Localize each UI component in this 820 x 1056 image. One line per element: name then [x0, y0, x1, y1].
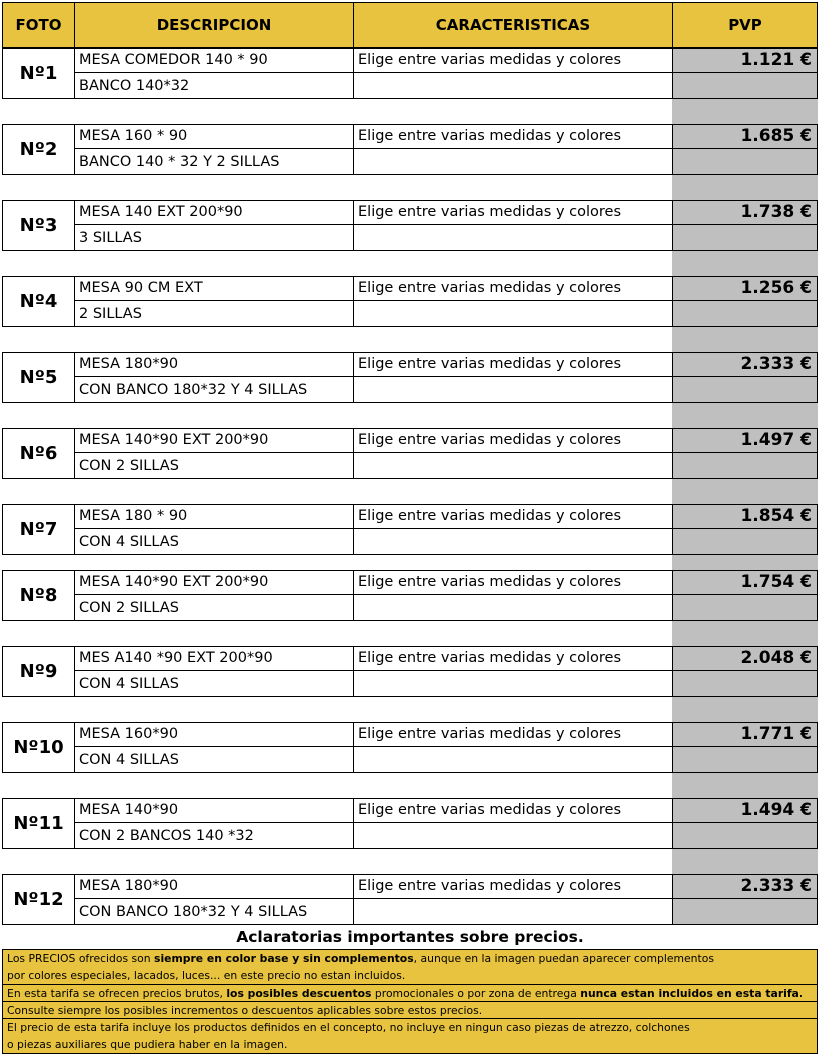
price-value: 2.048 €: [672, 646, 818, 671]
column-separator: [74, 276, 75, 327]
caracteristicas-text: Elige entre varias medidas y colores: [353, 874, 672, 899]
row-number: Nº11: [2, 798, 75, 849]
note-consulte: Consulte siempre los posibles incrementos o descuentos aplicables sobre estos precios.: [2, 1001, 818, 1019]
row-number: Nº7: [2, 504, 75, 555]
row-number: Nº4: [2, 276, 75, 327]
column-separator: [74, 352, 75, 403]
price-empty-line: [672, 149, 818, 175]
description-line-2: 3 SILLAS: [74, 225, 353, 251]
column-separator: [353, 48, 354, 99]
description-line-1: MESA 90 CM EXT: [74, 276, 353, 301]
price-value: 1.854 €: [672, 504, 818, 529]
block-top-border: [74, 570, 818, 571]
description-line-2: CON 4 SILLAS: [74, 747, 353, 773]
caracteristicas-text: Elige entre varias medidas y colores: [353, 504, 672, 529]
caracteristicas-text: Elige entre varias medidas y colores: [353, 48, 672, 73]
block-top-border: [74, 722, 818, 723]
description-line-2: BANCO 140*32: [74, 73, 353, 99]
column-separator: [74, 874, 75, 925]
caracteristicas-empty-line: [353, 453, 672, 479]
caracteristicas-empty-line: [353, 73, 672, 99]
caracteristicas-text: Elige entre varias medidas y colores: [353, 276, 672, 301]
note1-d: por colores especiales, lacados, luces... en este precio no estan incluidos.: [7, 969, 406, 982]
description-line-1: MESA 180 * 90: [74, 504, 353, 529]
price-value: 1.738 €: [672, 200, 818, 225]
column-separator: [353, 570, 354, 621]
note1-c: , aunque en la imagen puedan aparecer complementos: [413, 952, 714, 965]
column-separator: [817, 798, 818, 849]
description-line-2: CON 2 SILLAS: [74, 595, 353, 621]
column-separator: [74, 504, 75, 555]
price-value: 1.497 €: [672, 428, 818, 453]
column-separator: [353, 874, 354, 925]
caracteristicas-text: Elige entre varias medidas y colores: [353, 124, 672, 149]
caracteristicas-empty-line: [353, 823, 672, 849]
description-line-1: MESA 140*90 EXT 200*90: [74, 428, 353, 453]
caracteristicas-text: Elige entre varias medidas y colores: [353, 352, 672, 377]
column-separator: [353, 504, 354, 555]
column-separator: [74, 722, 75, 773]
block-top-border: [74, 200, 818, 201]
block-top-border: [74, 276, 818, 277]
caracteristicas-empty-line: [353, 595, 672, 621]
column-separator: [672, 124, 673, 175]
price-empty-line: [672, 899, 818, 925]
column-separator: [74, 48, 75, 99]
column-separator: [817, 646, 818, 697]
caracteristicas-text: Elige entre varias medidas y colores: [353, 428, 672, 453]
description-line-2: CON 2 BANCOS 140 *32: [74, 823, 353, 849]
column-separator: [74, 124, 75, 175]
row-number: Nº6: [2, 428, 75, 479]
header-descripcion: DESCRIPCION: [74, 2, 354, 48]
column-separator: [672, 646, 673, 697]
description-line-1: MESA 140 EXT 200*90: [74, 200, 353, 225]
caracteristicas-empty-line: [353, 899, 672, 925]
note4-b: o piezas auxiliares que pudiera haber en la imagen.: [7, 1038, 288, 1051]
column-separator: [672, 722, 673, 773]
column-separator: [672, 570, 673, 621]
column-separator: [817, 428, 818, 479]
price-empty-line: [672, 301, 818, 327]
column-separator: [74, 646, 75, 697]
description-line-2: BANCO 140 * 32 Y 2 SILLAS: [74, 149, 353, 175]
column-separator: [672, 798, 673, 849]
column-separator: [672, 48, 673, 99]
block-top-border: [74, 124, 818, 125]
column-separator: [672, 200, 673, 251]
header-pvp: PVP: [672, 2, 818, 48]
aclaratorias-title: Aclaratorias importantes sobre precios.: [236, 928, 584, 946]
column-separator: [817, 48, 818, 99]
column-separator: [353, 352, 354, 403]
column-separator: [817, 200, 818, 251]
header-foto: FOTO: [2, 2, 75, 48]
price-value: 2.333 €: [672, 874, 818, 899]
description-line-2: CON 2 SILLAS: [74, 453, 353, 479]
row-number: Nº5: [2, 352, 75, 403]
price-empty-line: [672, 823, 818, 849]
price-empty-line: [672, 453, 818, 479]
column-separator: [353, 428, 354, 479]
column-separator: [672, 874, 673, 925]
block-top-border: [74, 428, 818, 429]
note1-a: Los PRECIOS ofrecidos son: [7, 952, 155, 965]
column-separator: [353, 722, 354, 773]
block-top-border: [74, 48, 818, 49]
price-value: 1.494 €: [672, 798, 818, 823]
price-empty-line: [672, 529, 818, 555]
column-separator: [74, 570, 75, 621]
description-line-1: MESA 180*90: [74, 874, 353, 899]
column-separator: [353, 646, 354, 697]
note1-b: siempre en color base y sin complementos: [154, 952, 414, 965]
note2-a: En esta tarifa se ofrecen precios brutos,: [7, 987, 227, 1000]
column-separator: [817, 570, 818, 621]
caracteristicas-text: Elige entre varias medidas y colores: [353, 722, 672, 747]
block-top-border: [74, 646, 818, 647]
description-line-2: CON BANCO 180*32 Y 4 SILLAS: [74, 377, 353, 403]
row-number: Nº1: [2, 48, 75, 99]
column-separator: [74, 798, 75, 849]
note-color-base: [2, 949, 818, 985]
price-value: 2.333 €: [672, 352, 818, 377]
note2-c: promocionales o por zona de entrega: [371, 987, 581, 1000]
price-empty-line: [672, 225, 818, 251]
row-number: Nº9: [2, 646, 75, 697]
caracteristicas-text: Elige entre varias medidas y colores: [353, 200, 672, 225]
column-separator: [817, 352, 818, 403]
caracteristicas-text: Elige entre varias medidas y colores: [353, 798, 672, 823]
block-top-border: [74, 874, 818, 875]
note4-a: El precio de esta tarifa incluye los productos definidos en el concepto, no incluye en ningun caso piezas de atrezzo, colchones: [7, 1021, 690, 1034]
column-separator: [817, 874, 818, 925]
description-line-1: MES A140 *90 EXT 200*90: [74, 646, 353, 671]
description-line-1: MESA 140*90: [74, 798, 353, 823]
description-line-1: MESA 180*90: [74, 352, 353, 377]
caracteristicas-text: Elige entre varias medidas y colores: [353, 646, 672, 671]
description-line-2: 2 SILLAS: [74, 301, 353, 327]
price-value: 1.685 €: [672, 124, 818, 149]
column-separator: [74, 428, 75, 479]
description-line-2: CON 4 SILLAS: [74, 671, 353, 697]
column-separator: [817, 124, 818, 175]
note-precios-brutos: [2, 984, 818, 1002]
caracteristicas-empty-line: [353, 225, 672, 251]
column-separator: [672, 428, 673, 479]
block-top-border: [74, 798, 818, 799]
caracteristicas-empty-line: [353, 301, 672, 327]
column-separator: [672, 504, 673, 555]
price-empty-line: [672, 671, 818, 697]
caracteristicas-empty-line: [353, 671, 672, 697]
block-top-border: [74, 504, 818, 505]
note2-d: nunca estan incluidos en esta tarifa.: [580, 987, 803, 1000]
caracteristicas-empty-line: [353, 377, 672, 403]
caracteristicas-empty-line: [353, 149, 672, 175]
description-line-2: CON 4 SILLAS: [74, 529, 353, 555]
price-value: 1.121 €: [672, 48, 818, 73]
description-line-2: CON BANCO 180*32 Y 4 SILLAS: [74, 899, 353, 925]
column-separator: [817, 504, 818, 555]
note-incluye: [2, 1018, 818, 1054]
column-separator: [817, 722, 818, 773]
price-empty-line: [672, 73, 818, 99]
column-separator: [672, 352, 673, 403]
column-separator: [353, 276, 354, 327]
column-separator: [353, 124, 354, 175]
block-top-border: [74, 352, 818, 353]
row-number: Nº2: [2, 124, 75, 175]
row-number: Nº8: [2, 570, 75, 621]
description-line-1: MESA 160 * 90: [74, 124, 353, 149]
column-separator: [817, 276, 818, 327]
description-line-1: MESA 140*90 EXT 200*90: [74, 570, 353, 595]
row-number: Nº3: [2, 200, 75, 251]
column-separator: [74, 200, 75, 251]
caracteristicas-empty-line: [353, 747, 672, 773]
note2-b: los posibles descuentos: [226, 987, 372, 1000]
row-number: Nº12: [2, 874, 75, 925]
column-separator: [353, 200, 354, 251]
column-separator: [672, 276, 673, 327]
price-value: 1.754 €: [672, 570, 818, 595]
description-line-1: MESA 160*90: [74, 722, 353, 747]
price-empty-line: [672, 747, 818, 773]
caracteristicas-empty-line: [353, 529, 672, 555]
description-line-1: MESA COMEDOR 140 * 90: [74, 48, 353, 73]
price-empty-line: [672, 377, 818, 403]
row-number: Nº10: [2, 722, 75, 773]
header-caracteristicas: CARACTERISTICAS: [353, 2, 673, 48]
price-value: 1.256 €: [672, 276, 818, 301]
price-empty-line: [672, 595, 818, 621]
caracteristicas-text: Elige entre varias medidas y colores: [353, 570, 672, 595]
price-value: 1.771 €: [672, 722, 818, 747]
column-separator: [353, 798, 354, 849]
